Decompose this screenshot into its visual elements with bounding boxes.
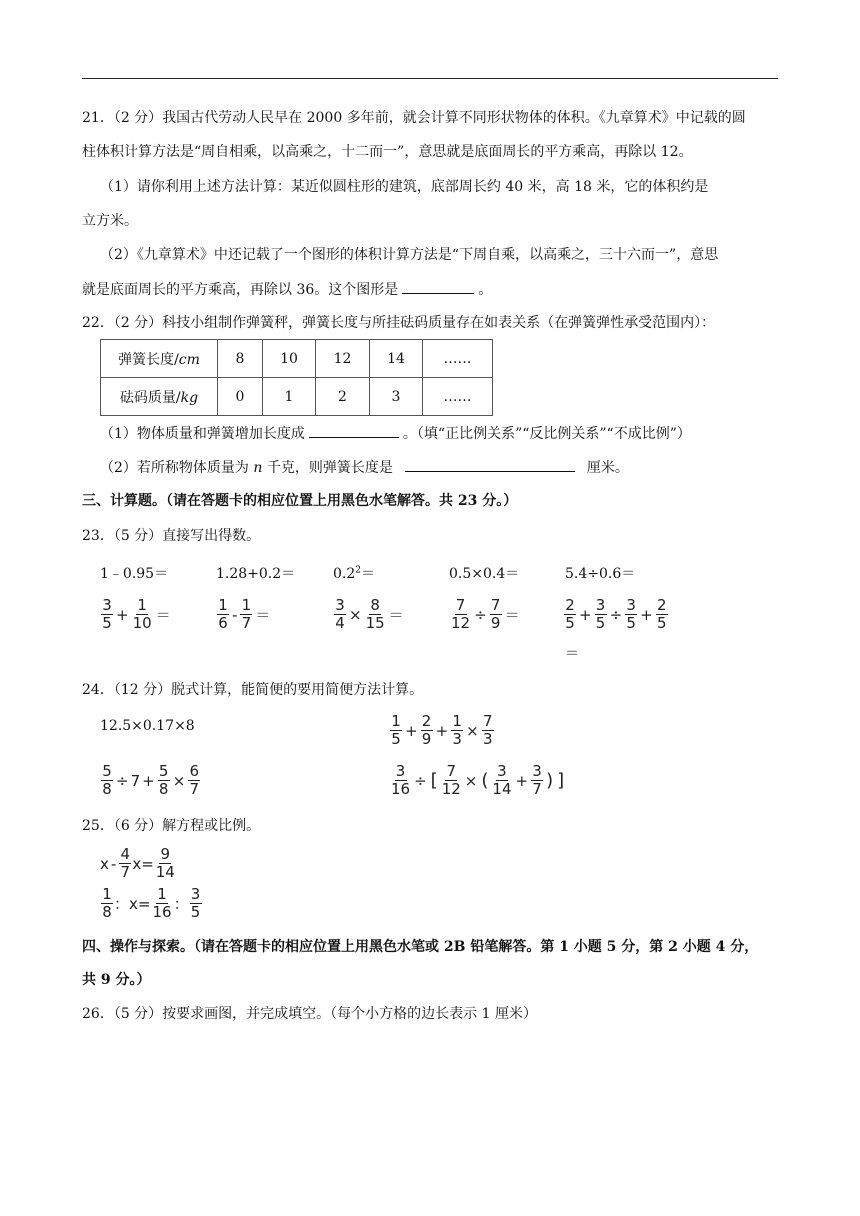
table-cell: 12 [316, 340, 370, 378]
q23-frac5: $\frac{2}{5}$ + $\frac{3}{5}$ ÷ $\frac{3}{5}$ + $\frac{2}{5}$ [565, 596, 667, 632]
q21-line1: 21．（2 分）我国古代劳动人民早在 2000 多年前，就会计算不同形状物体的体积。《九章算术》中记载的圆 [82, 110, 746, 126]
table-row [101, 378, 493, 416]
q21-part2-end: 。 [478, 282, 493, 298]
q24-expr2: $\frac{1}{5}$ + $\frac{2}{9}$ + $\frac{1}{3}$ × $\frac{7}{3}$ [391, 712, 493, 748]
answer-blank[interactable] [402, 279, 474, 294]
q23-item1: 1﹣0.95＝ [100, 566, 169, 582]
q22-intro: 22．（2 分）科技小组制作弹簧秤，弹簧长度与所挂砝码质量存在如表关系（在弹簧弹性承受范围内）： [82, 315, 716, 331]
section-3-heading: 三、计算题。（请在答题卡的相应位置上用黑色水笔解答。共 23 分。） [82, 493, 518, 509]
q21-part2-line2 [82, 279, 782, 300]
table-cell: …… [423, 340, 493, 378]
q21-part1-line1: （1）请你利用上述方法计算：某近似圆柱形的建筑，底部周长约 40 米，高 18 米，它的体积约是 [100, 179, 709, 195]
table-cell: 1 [263, 378, 316, 416]
header-rule [82, 78, 778, 79]
q23-item4: 0.5×0.4＝ [449, 566, 520, 582]
row-label: 砝码质量/kg [101, 378, 218, 416]
q23-frac3: $\frac{3}{4}$ × $\frac{8}{15}$ ＝ [335, 596, 404, 632]
table-row [101, 340, 493, 378]
answer-blank[interactable] [309, 423, 399, 438]
table-cell: 8 [218, 340, 263, 378]
q25-equation: x - $\frac{4}{7}$ x= $\frac{9}{14}$ [100, 845, 175, 881]
table-cell: 3 [370, 378, 423, 416]
q21-line2: 柱体积计算方法是“周自相乘，以高乘之，十二而一”，意思就是底面周长的平方乘高，再除以 12。 [82, 144, 693, 160]
q22-part1: （1）物体质量和弹簧增加长度成 。（填“正比例关系”“反比例关系”“不成比例”） [100, 423, 800, 444]
q24-expr1: 12.5×0.17×8 [100, 718, 195, 734]
q26-intro: 26．（5 分）按要求画图，并完成填空。（每个小方格的边长表示 1 厘米） [82, 1006, 537, 1022]
table-cell: 0 [218, 378, 263, 416]
q23-item2: 1.28+0.2＝ [216, 566, 296, 582]
q24-expr4: $\frac{3}{16}$ ÷ [ $\frac{7}{12}$ × ( $\frac{3}{14}$ + $\frac{3}{7}$ ) ] [391, 762, 565, 798]
q23-trailing-equals: ＝ [565, 646, 579, 662]
table-cell: 14 [370, 340, 423, 378]
row-label: 弹簧长度/cm [101, 340, 218, 378]
q23-item3: $0.2^2=$ [333, 565, 375, 582]
q23-frac1: $\frac{3}{5}$ + $\frac{1}{10}$ ＝ [102, 596, 171, 632]
q23-item5: 5.4÷0.6＝ [565, 566, 636, 582]
answer-blank[interactable] [405, 457, 575, 472]
table-cell: 2 [316, 378, 370, 416]
q21-part2-line1: （2）《九章算术》中还记载了一个图形的体积计算方法是“下周自乘，以高乘之，三十六而一”，意思 [100, 247, 719, 263]
table-cell: 10 [263, 340, 316, 378]
q25-proportion: $\frac{1}{8}$ ： x= $\frac{1}{16}$ ： $\frac{3}{5}$ [102, 885, 201, 921]
q23-intro: 23．（5 分）直接写出得数。 [82, 528, 261, 544]
spring-data-table [100, 339, 493, 416]
q22-part2: （2）若所称物体质量为 n 千克，则弹簧长度是 厘米。 [100, 457, 800, 478]
q25-intro: 25．（6 分）解方程或比例。 [82, 818, 261, 834]
q21-part1-line2: 立方米。 [82, 213, 138, 229]
q24-expr3: $\frac{5}{8}$ ÷ 7 + $\frac{5}{8}$ × $\frac{6}{7}$ [102, 762, 200, 798]
section-4-heading-line1: 四、操作与探索。（请在答题卡的相应位置上用黑色水笔或 2B 铅笔解答。第 1 小题 5 分，第 2 小题 4 分， [82, 939, 759, 955]
table-cell: …… [423, 378, 493, 416]
q23-frac4: $\frac{7}{12}$ ÷ $\frac{7}{9}$ ＝ [451, 596, 520, 632]
q23-frac2: $\frac{1}{6}$ - $\frac{1}{7}$ ＝ [218, 596, 271, 632]
q21-part2-text: 就是底面周长的平方乘高，再除以 36。这个图形是 [82, 282, 399, 298]
section-4-heading-line2: 共 9 分。） [82, 972, 151, 988]
q24-intro: 24．（12 分）脱式计算，能简便的要用简便方法计算。 [82, 682, 424, 698]
